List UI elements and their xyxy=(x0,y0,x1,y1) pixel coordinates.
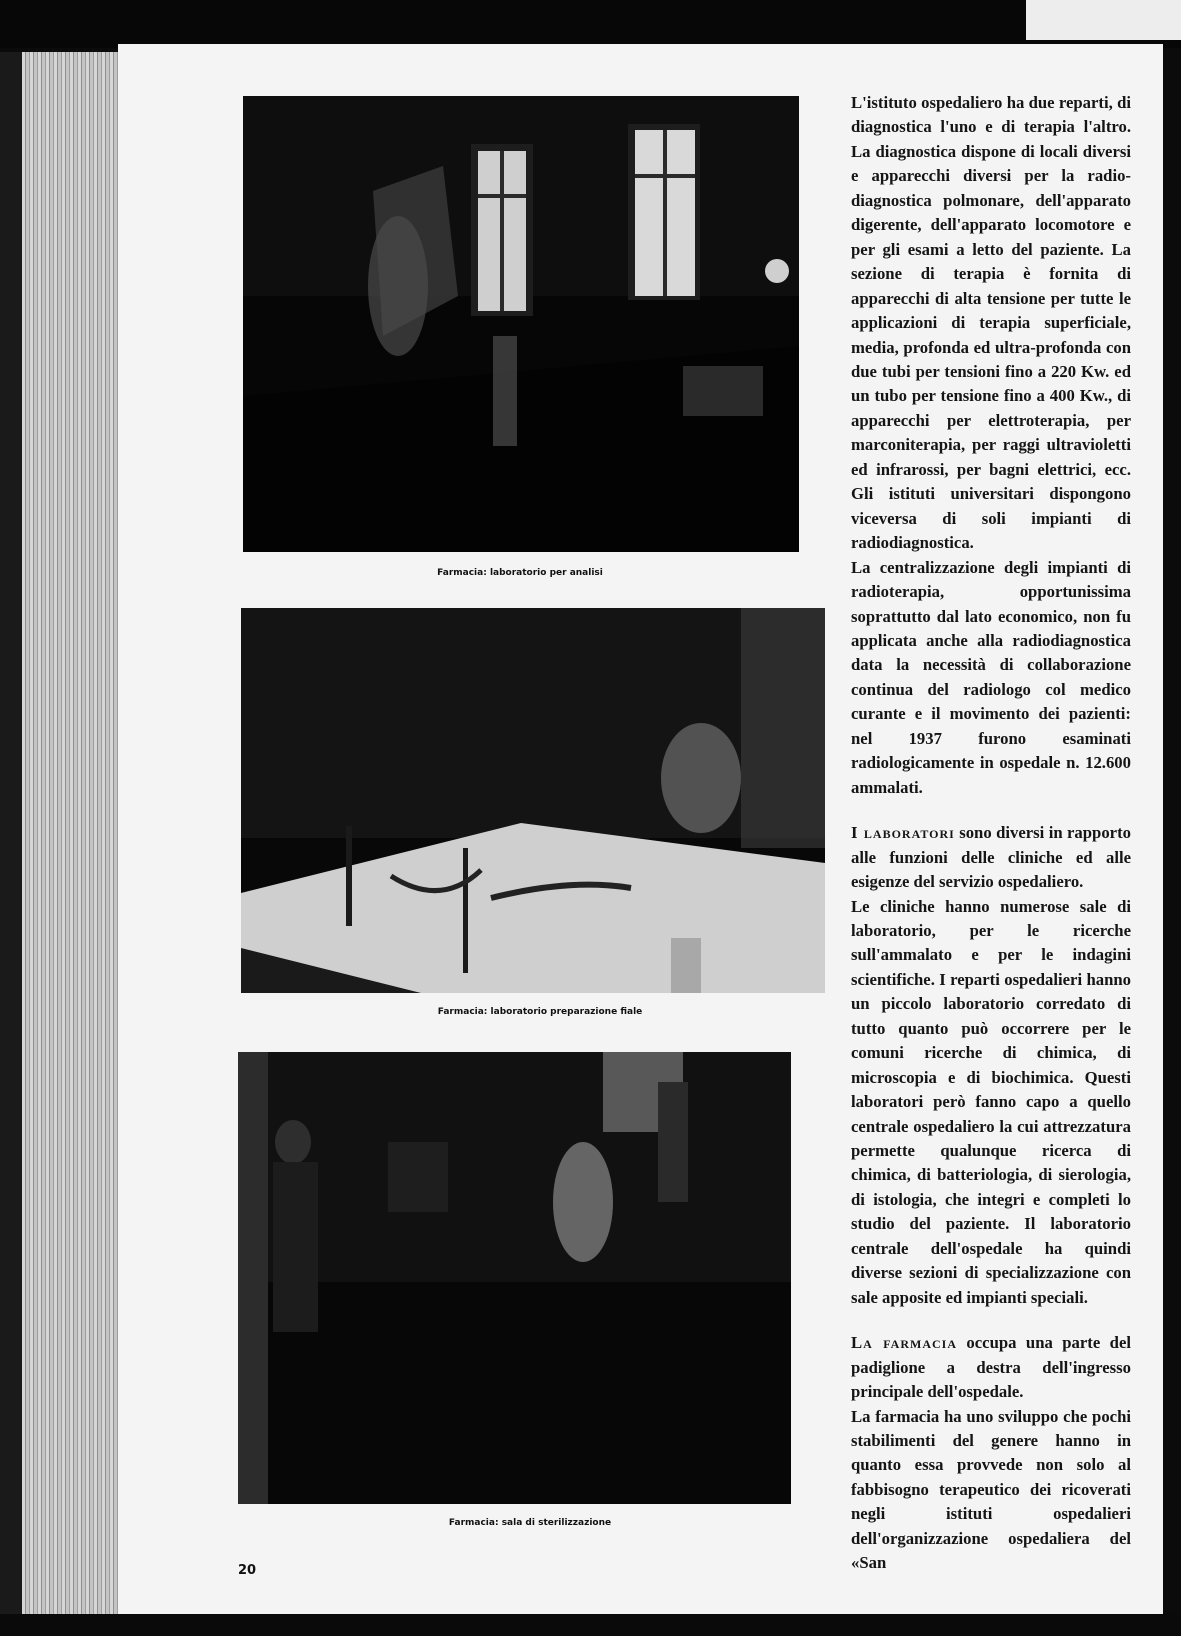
photo-3-caption: Farmacia: sala di sterilizzazione xyxy=(448,1518,612,1528)
scan-top-notch xyxy=(1026,0,1181,40)
page-number: 20 xyxy=(238,1563,257,1578)
article-paragraph-laboratori-text: sono diversi in rapporto alle funzioni delle cliniche ed alle esigenze del servizio ospedaliero. xyxy=(851,823,1131,892)
section-lead-farmacia: La farmacia xyxy=(851,1333,957,1353)
photo-1-image xyxy=(243,96,799,552)
article-paragraph-farmacia xyxy=(851,1331,1131,1404)
article-paragraph-cliniche: Le cliniche hanno numerose sale di laboratorio, per le ricerche sull'ammalato e per le indagini scientifiche. I reparti ospedalieri hanno un piccolo laboratorio corredato di tutto quanto può occorrere per le comuni ricerche di chimica, di microscopia e di biochimica. Questi laboratori però fanno capo a quello centrale ospedaliero la cui attrezzatura permette qualunque ricerca di chimica, di batteriologia, di sierologia, di istologia, che integri e completi lo studio del paziente. Il laboratorio centrale dell'ospedale ha quindi diverse sezioni di specializzazione con sale apposite ed impianti speciali. xyxy=(851,896,1131,1307)
photo-2-caption: Farmacia: laboratorio preparazione fiale xyxy=(437,1007,643,1017)
scan-left-shadow xyxy=(0,52,22,1622)
article-paragraph-farmacia-text: occupa una parte del padiglione a destra dell'ingresso principale dell'ospedale. xyxy=(851,1333,1131,1402)
scan-bottom-border xyxy=(0,1614,1181,1636)
photo-3-image xyxy=(238,1052,791,1504)
article-paragraph-diagnostica: L'istituto ospedaliero ha due reparti, di diagnostica l'uno e di terapia l'altro. La diagnostica dispone di locali diversi e apparecchi diversi per la radio-diagnostica polmonare, dell'apparato digerente, dell'apparato locomotore e per gli esami a letto del paziente. La sezione di terapia è fornita di apparecchi di alta tensione per tutte le applicazioni di terapia superficiale, media, profonda ed ultra-profonda con due tubi per tensioni fino a 220 Kw. ed un tubo per tensione fino a 400 Kw., di apparecchi per elettroterapia, per marconiterapia, per raggi ultravioletti ed infrarossi, per bagni elettrici, ecc. Gli istituti universitari dispongono viceversa di soli impianti di radiodiagnostica. xyxy=(851,93,1131,553)
article-paragraph-centralizzazione: La centralizzazione degli impianti di radioterapia, opportunissima soprattutto dal lato economico, non fu applicata anche alla radiodiagnostica data la necessità di collaborazione continua del radiologo col medico curante e il movimento dei pazienti: nel 1937 furono esaminati radiologicamente in ospedale n. 12.600 ammalati. xyxy=(851,557,1131,797)
photo-laboratorio-analisi xyxy=(243,96,799,552)
article-paragraph-laboratori xyxy=(851,821,1131,894)
scan-top-border xyxy=(0,0,1181,48)
photo-sala-sterilizzazione xyxy=(238,1052,791,1504)
photo-2-image xyxy=(241,608,825,993)
photo-1-caption: Farmacia: laboratorio per analisi xyxy=(437,568,603,578)
section-lead-laboratori: I laboratori xyxy=(851,823,955,843)
article-body xyxy=(851,91,1131,1576)
photo-laboratorio-fiale xyxy=(241,608,825,993)
article-paragraph-farmacia-sviluppo: La farmacia ha uno sviluppo che pochi stabilimenti del genere hanno in quanto essa provvede non solo al fabbisogno terapeutico dei ricoverati negli istituti ospedalieri dell'organizzazione ospedaliera del «San xyxy=(851,1406,1131,1573)
book-page-edges xyxy=(22,52,132,1622)
